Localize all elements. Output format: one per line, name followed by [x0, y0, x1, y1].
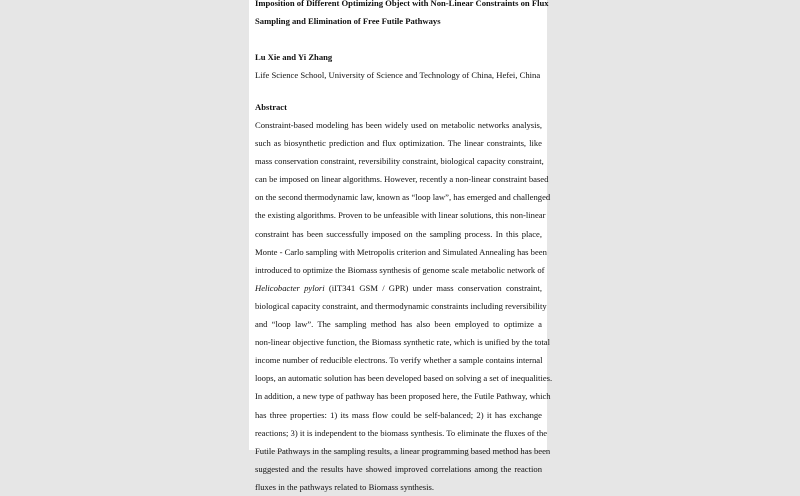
title-line: Imposition of Different Optimizing Object with Non-Linear Constraints on Flux [255, 0, 549, 8]
organism-name: Helicobacter pylori [255, 282, 325, 293]
affiliation: Life Science School, University of Science and Technology of China, Hefei, China [255, 70, 541, 80]
abstract-body [255, 116, 553, 496]
document-page [249, 0, 553, 492]
abstract-line: has three properties: 1) its mass flow could be self-balanced; 2) it has exchange [255, 409, 542, 420]
abstract-line: loops, an automatic solution has been developed based on solving a set of inequalities. [255, 373, 553, 384]
paper-title [255, 0, 549, 30]
abstract-line-rest: (iIT341 GSM / GPR) under mass conservation constraint, [328, 282, 542, 293]
abstract-line: the existing algorithms. Proven to be unfeasible with linear solutions, this non-linear [255, 210, 546, 221]
abstract-line: can be imposed on linear algorithms. However, recently a non-linear constraint based [255, 174, 549, 185]
abstract-line: mass conservation constraint, reversibility constraint, biological capacity constraint, [255, 156, 544, 167]
abstract-line: Futile Pathways in the sampling results, a linear programming based method has been [255, 445, 551, 456]
abstract-line: constraint has been successfully imposed on the sampling process. In this place, [255, 228, 542, 239]
abstract-line: and “loop law”. The sampling method has also been employed to optimize a [255, 319, 542, 330]
abstract-line: introduced to optimize the Biomass synthesis of genome scale metabolic network of [255, 264, 545, 275]
paper-content [255, 0, 553, 496]
abstract-line: suggested and the results have showed improved correlations among the reaction [255, 463, 542, 474]
abstract-line: Monte - Carlo sampling with Metropolis criterion and Simulated Annealing has been [255, 246, 547, 257]
abstract-line: biological capacity constraint, and thermodynamic constraints including reversibility [255, 300, 547, 311]
abstract-heading: Abstract [255, 102, 287, 112]
abstract-line: reactions; 3) it is independent to the biomass synthesis. To eliminate the fluxes of the [255, 427, 548, 438]
abstract-line: such as biosynthetic prediction and flux optimization. The linear constraints, like [255, 138, 542, 149]
abstract-line: Constraint-based modeling has been widely used on metabolic networks analysis, [255, 120, 542, 130]
abstract-line-organism [255, 279, 542, 297]
abstract-line: fluxes in the pathways related to Biomass synthesis. [255, 481, 435, 492]
abstract-line: In addition, a new type of pathway has been proposed here, the Futile Pathway, which [255, 391, 551, 402]
authors: Lu Xie and Yi Zhang [255, 52, 333, 62]
abstract-line: non-linear objective function, the Biomass synthetic rate, which is unified by the total [255, 337, 550, 348]
abstract-line: on the second thermodynamic law, known as “loop law”, has emerged and challenged [255, 192, 551, 203]
title-line: Sampling and Elimination of Free Futile Pathways [255, 16, 441, 26]
abstract-line: income number of reducible electrons. To verify whether a sample contains internal [255, 355, 543, 366]
